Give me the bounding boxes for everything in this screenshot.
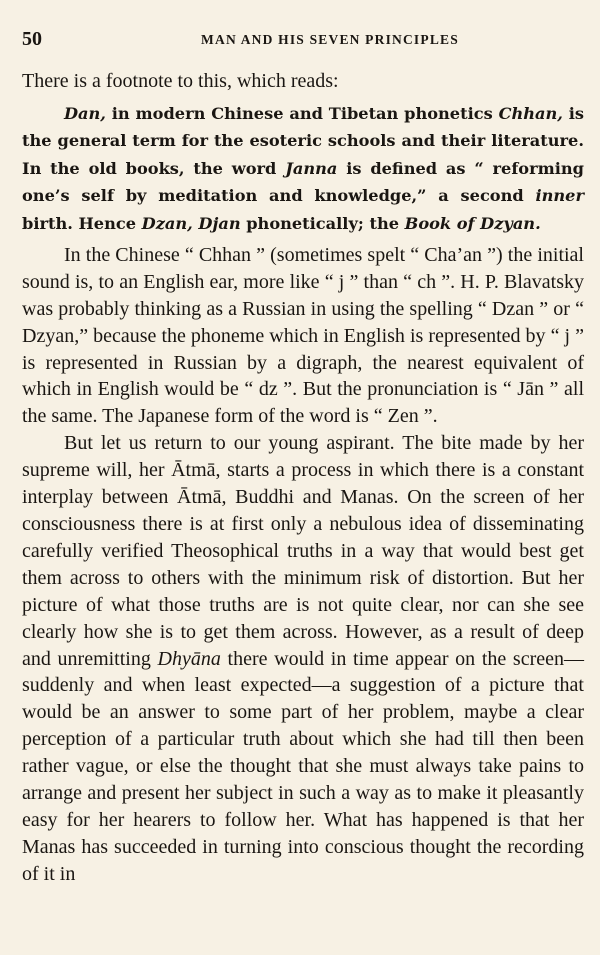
footnote-term-chhan: Chhan, — [498, 103, 563, 123]
page-number: 50 — [22, 28, 42, 50]
footnote-text: in modern Chinese and Tibetan phonetics — [105, 103, 499, 123]
term-dhyana: Dhyāna — [157, 647, 221, 670]
footnote — [22, 100, 584, 237]
footnote-term-book-of-dzyan: Book of Dzyan. — [404, 213, 541, 233]
paragraph-text: But let us return to our young aspirant. The bite made by her supreme will, her Ātmā, starts a process in which there is a constant interplay between Ātmā, Buddhi and Manas. On the screen of her consciousness there is at first only a nebulous idea of disseminating carefully verified Theosophical truths in a way that would best get them across to others with the minimum risk of distortion. But her picture of what those truths are is not quite clear, nor can she see clearly how she is to get them across. However, as a result of deep and unremitting — [22, 432, 584, 670]
footnote-term-dzan-djan: Dzan, Djan — [141, 213, 241, 233]
paragraph-chhan: In the Chinese “ Chhan ” (sometimes spelt “ Cha’an ”) the initial sound is, to an English ear, more like “ j ” than “ ch ”. H. P. Blavatsky was probably thinking as a Russian in using the spelling “ Dzan ” or “ Dzyan,” because the phoneme which in English is represented by “ j ” is represented in Russian by a digraph, the nearest equivalent of which in English would be “ dz ”. But the pronunciation is “ Jān ” all the same. The Japanese form of the word is “ Zen ”. — [22, 243, 584, 428]
footnote-text: birth. Hence — [22, 213, 142, 233]
footnote-text: is defined as “ reforming one’s self by meditation and knowledge,” a second — [22, 158, 584, 206]
running-title: MAN AND HIS SEVEN PRINCIPLES — [201, 32, 459, 47]
page-body — [22, 68, 584, 888]
paragraph-aspirant — [22, 430, 584, 887]
footnote-term-dan: Dan, — [64, 103, 106, 123]
footnote-text: is the general term for the esoteric schools and their literature. In the old books, the word — [22, 103, 584, 178]
paragraph-text: there would in time appear on the screen—suddenly and when least expected—a suggestion of a picture that would be an answer to some part of her problem, maybe a clear perception of a particular truth about which she had till then been rather vague, or else the thought that she must always take pains to arrange and present her subject in such a way as to make it pleasantly easy for her hearers to follow her. What has happened is that her Manas has succeeded in turning into conscious thought the recording of it in — [22, 647, 585, 885]
footnote-term-janna: Janna — [285, 158, 338, 178]
footnote-text: phonetically; the — [240, 213, 405, 233]
footnote-term-inner: inner — [535, 186, 584, 206]
intro-line: There is a footnote to this, which reads: — [22, 70, 339, 92]
page-header — [22, 28, 578, 54]
